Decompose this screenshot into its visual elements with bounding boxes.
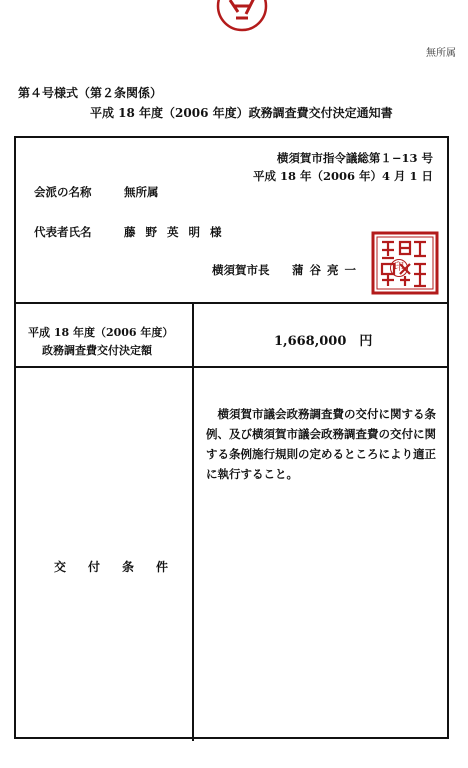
party-name-value: 無所属 <box>124 185 159 199</box>
corner-tag: 無所属 <box>426 48 456 59</box>
grant-amount: 1,668,000 円 <box>274 334 373 349</box>
mayor-name: 蒲谷亮一 <box>292 263 362 277</box>
divider-amount <box>16 366 447 368</box>
reference-number: 横須賀市指令議総第１−13 号 <box>276 151 433 165</box>
top-stamp-icon <box>214 0 270 34</box>
conditions-label: 交付条件 <box>54 560 191 574</box>
mayor-title: 横須賀市長 <box>212 263 270 277</box>
representative-name: 藤野英明様 <box>124 225 232 239</box>
official-seal-icon <box>370 230 440 296</box>
party-name-label: 会派の名称 <box>34 185 92 199</box>
notice-form <box>14 136 449 739</box>
form-number: 第４号様式（第２条関係） <box>18 86 163 100</box>
amount-label-line1: 平成 18 年度（2006 年度） <box>28 326 174 339</box>
amount-label-line2: 政務調査費交付決定額 <box>42 344 152 357</box>
document-title: 平成 18 年度（2006 年度）政務調査費交付決定通知書 <box>90 106 393 120</box>
personal-seal: 印 <box>390 259 408 277</box>
divider-header <box>16 302 447 304</box>
issue-date: 平成 18 年（2006 年）4 月 1 日 <box>252 169 433 183</box>
representative-label: 代表者氏名 <box>34 225 92 239</box>
conditions-text: 横須賀市議会政務調査費の交付に関する条例、及び横須賀市議会政務調査費の交付に関する条例施行規則の定めるところにより適正に執行すること。 <box>206 407 436 481</box>
